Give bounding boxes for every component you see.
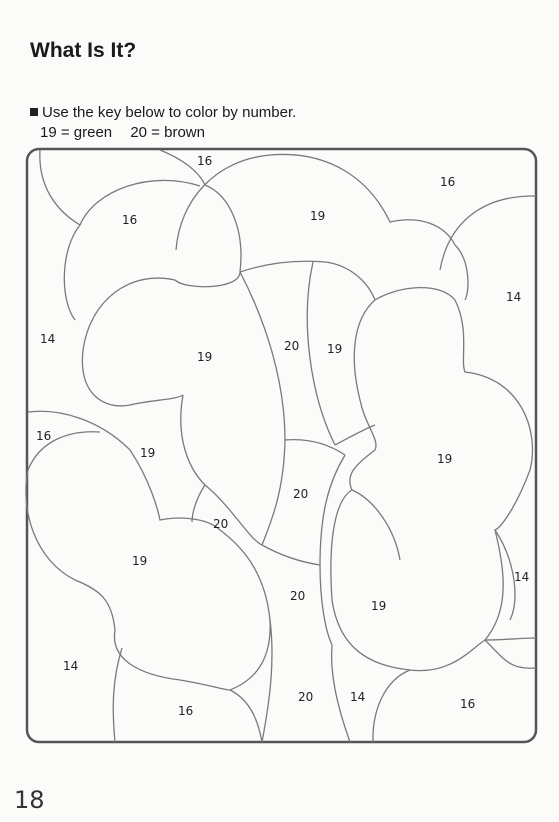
key-entry-green: 19 = green <box>40 124 113 141</box>
region-numbers <box>36 154 529 718</box>
region-number: 19 <box>371 599 387 613</box>
region-number: 16 <box>36 429 52 443</box>
puzzle-frame <box>27 149 536 742</box>
region-number: 19 <box>310 209 326 223</box>
region-number: 14 <box>506 290 522 304</box>
region-number: 19 <box>327 342 343 356</box>
region-number: 20 <box>293 487 309 501</box>
region-number: 20 <box>284 339 300 353</box>
region-number: 20 <box>298 690 314 704</box>
region-number: 14 <box>40 332 56 346</box>
region-number: 16 <box>460 697 476 711</box>
region-outlines <box>26 150 536 742</box>
instruction-text: Use the key below to color by number. <box>42 104 297 121</box>
key-entry-brown: 20 = brown <box>130 124 205 141</box>
region-number: 16 <box>122 213 138 227</box>
region-number: 14 <box>63 659 79 673</box>
region-number: 19 <box>437 452 453 466</box>
region-number: 19 <box>197 350 213 364</box>
region-number: 14 <box>350 690 366 704</box>
region-number: 19 <box>140 446 156 460</box>
page-number: 18 <box>14 786 45 814</box>
region-number: 14 <box>514 570 530 584</box>
region-number: 16 <box>197 154 213 168</box>
region-number: 20 <box>290 589 306 603</box>
region-number: 20 <box>213 517 229 531</box>
page-title: What Is It? <box>30 39 137 62</box>
region-number: 16 <box>440 175 456 189</box>
region-number: 19 <box>132 554 148 568</box>
region-number: 16 <box>178 704 194 718</box>
